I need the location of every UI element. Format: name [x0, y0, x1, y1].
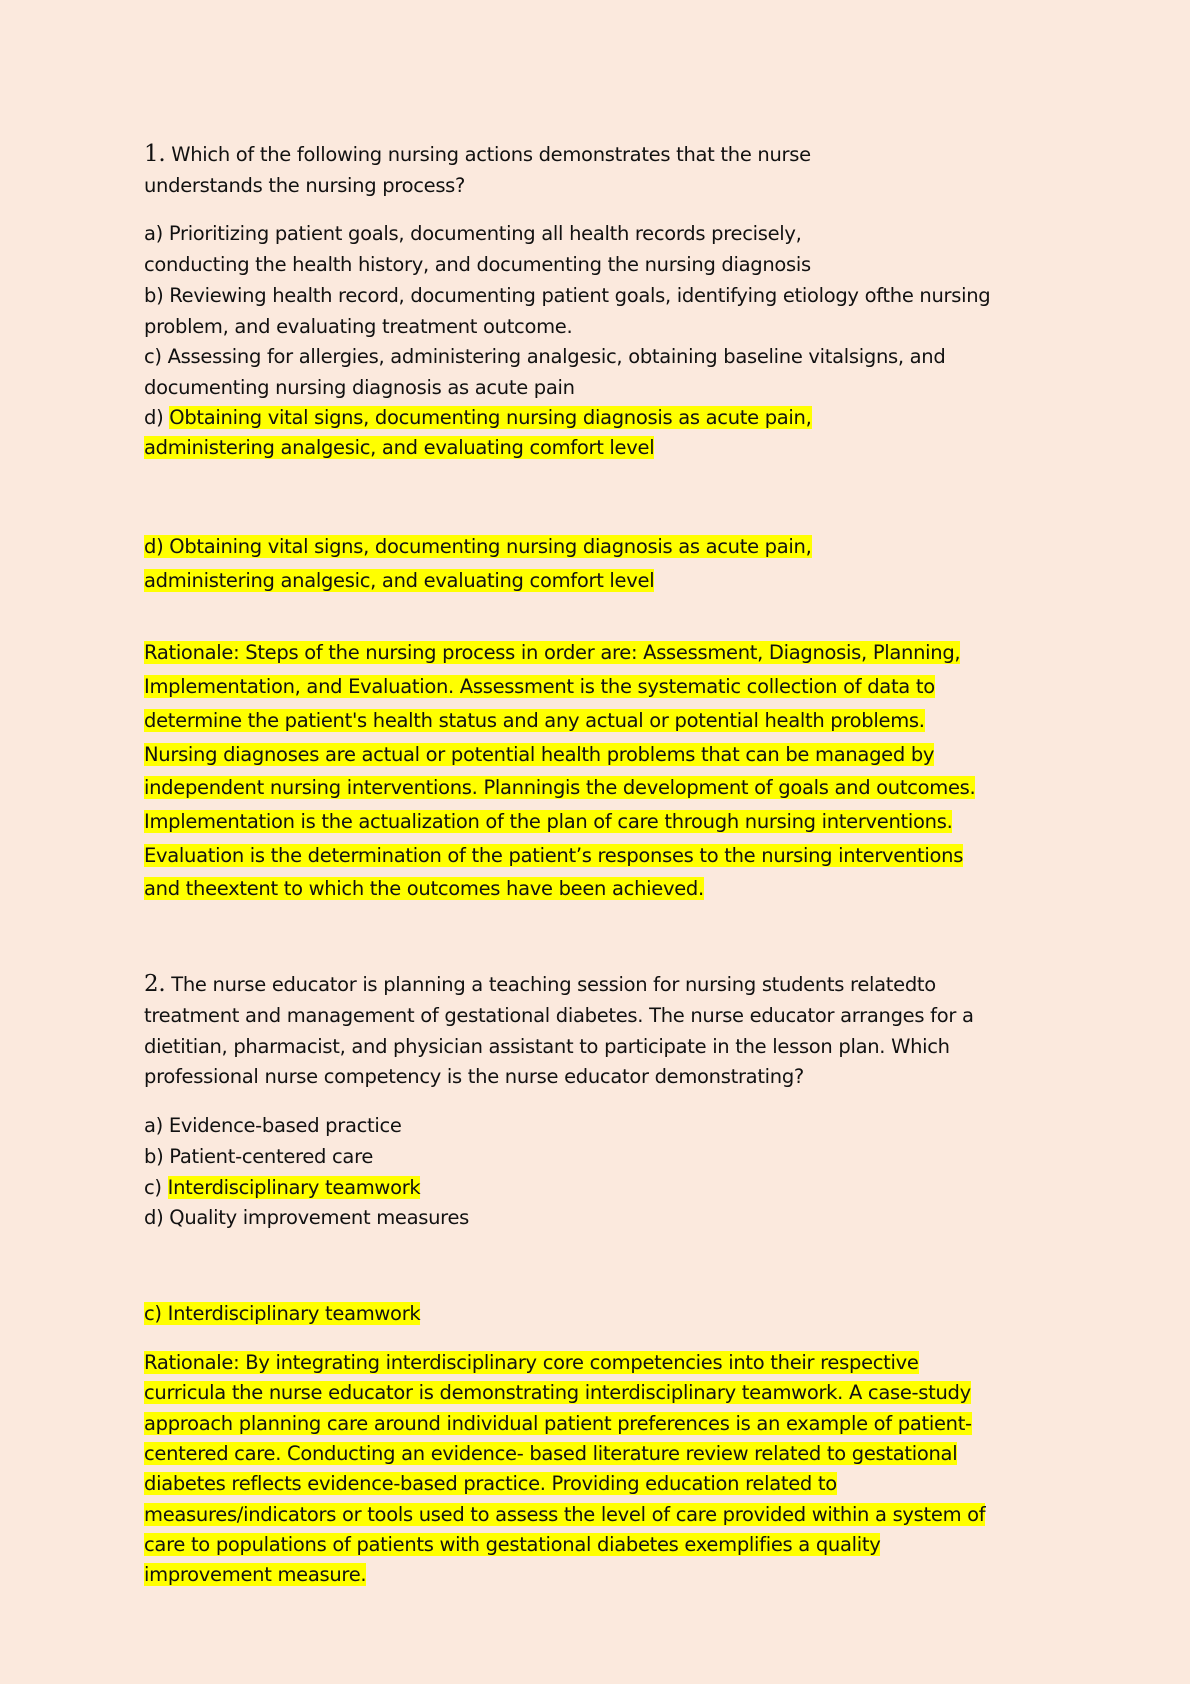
q1-option-d-highlight: Obtaining vital signs, documenting nursing diagnosis as acute pain, — [169, 406, 812, 429]
q1-rationale-line: independent nursing interventions. Planningis the development of goals and outcomes. — [144, 776, 976, 799]
q2-stem-line: treatment and management of gestational diabetes. The nurse educator arranges for a — [144, 1004, 974, 1027]
q2-rationale-line: approach planning care around individual patient preferences is an example of patient- — [144, 1412, 972, 1435]
q2-rationale-line: measures/indicators or tools used to assess the level of care provided within a system of — [144, 1503, 986, 1526]
q2-option-c: c) Interdisciplinary teamwork — [144, 1176, 421, 1199]
q1-stem-line: understands the nursing process? — [144, 174, 466, 197]
q1-rationale-line: Rationale: Steps of the nursing process in order are: Assessment, Diagnosis, Planning, — [144, 641, 961, 664]
q1-option-b-cont: problem, and evaluating treatment outcome. — [144, 315, 573, 338]
q2-option-a: a) Evidence-based practice — [144, 1114, 402, 1137]
q2-number: 2. — [144, 971, 166, 997]
q1-option-a-cont: conducting the health history, and documenting the nursing diagnosis — [144, 253, 811, 276]
q1-rationale-line: Implementation is the actualization of the plan of care through nursing interventions. — [144, 810, 953, 833]
q2-stem-line: professional nurse competency is the nurse educator demonstrating? — [144, 1065, 804, 1088]
q1-option-c-cont: documenting nursing diagnosis as acute pain — [144, 376, 575, 399]
q1-stem-line: 1. Which of the following nursing actions demonstrates that the nurse — [144, 141, 811, 167]
q1-answer-line: d) Obtaining vital signs, documenting nursing diagnosis as acute pain, — [144, 535, 812, 558]
q2-option-c-highlight: Interdisciplinary teamwork — [167, 1176, 421, 1199]
q2-rationale-line: curricula the nurse educator is demonstrating interdisciplinary teamwork. A case-study — [144, 1381, 971, 1404]
q2-stem-line: 2. The nurse educator is planning a teaching session for nursing students relatedto — [144, 971, 936, 997]
q1-rationale-line: Evaluation is the determination of the patient’s responses to the nursing interventions — [144, 844, 964, 867]
q1-rationale-line: and theextent to which the outcomes have been achieved. — [144, 877, 704, 900]
q2-rationale-line: improvement measure. — [144, 1563, 367, 1586]
q1-number: 1. — [144, 141, 166, 167]
q2-option-b: b) Patient-centered care — [144, 1145, 374, 1168]
q1-rationale-line: determine the patient's health status and any actual or potential health problems. — [144, 709, 925, 732]
q1-option-d: d) Obtaining vital signs, documenting nursing diagnosis as acute pain, — [144, 406, 812, 429]
q2-stem-line: dietitian, pharmacist, and physician assistant to participate in the lesson plan. Which — [144, 1035, 950, 1058]
q1-option-d-cont: administering analgesic, and evaluating comfort level — [144, 436, 655, 459]
q1-option-a: a) Prioritizing patient goals, documenting all health records precisely, — [144, 222, 802, 245]
q1-option-b: b) Reviewing health record, documenting patient goals, identifying etiology ofthe nursing — [144, 284, 991, 307]
q2-option-d: d) Quality improvement measures — [144, 1206, 470, 1229]
q1-answer-line: administering analgesic, and evaluating comfort level — [144, 569, 655, 592]
q1-rationale-line: Nursing diagnoses are actual or potential health problems that can be managed by — [144, 743, 935, 766]
q2-rationale-line: centered care. Conducting an evidence- based literature review related to gestational — [144, 1442, 958, 1465]
q1-option-c: c) Assessing for allergies, administering analgesic, obtaining baseline vitalsigns, and — [144, 345, 946, 368]
q2-rationale-line: care to populations of patients with gestational diabetes exemplifies a quality — [144, 1533, 881, 1556]
q2-rationale-line: diabetes reflects evidence-based practice. Providing education related to — [144, 1472, 837, 1495]
q2-answer: c) Interdisciplinary teamwork — [144, 1302, 421, 1325]
q2-rationale-line: Rationale: By integrating interdisciplinary core competencies into their respective — [144, 1351, 919, 1374]
q1-rationale-line: Implementation, and Evaluation. Assessment is the systematic collection of data to — [144, 675, 935, 698]
